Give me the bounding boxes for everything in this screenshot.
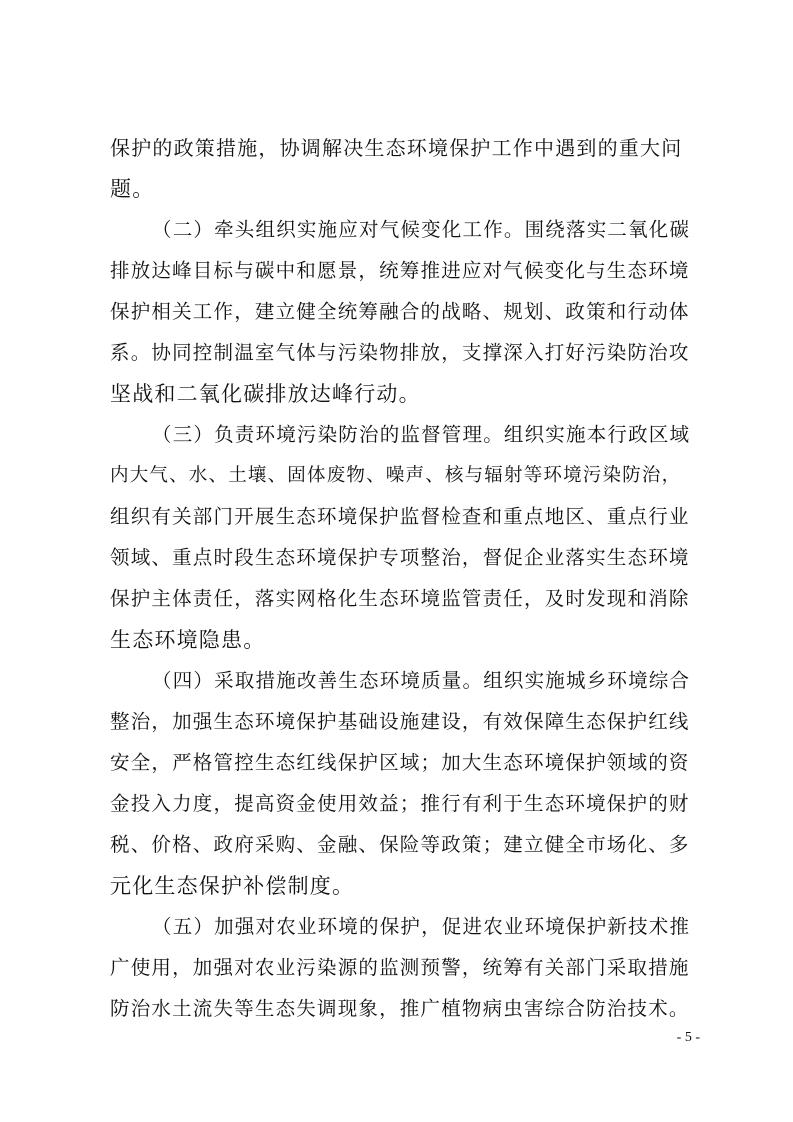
text-line: 题。 <box>110 177 155 201</box>
text-line: 金投入力度，提高资金使用效益；推行有利于生态环境保护的财 <box>110 792 690 815</box>
text-line: 安全，严格管控生态红线保护区域；加大生态环境保护领域的资 <box>110 751 690 774</box>
text-line: 防治水土流失等生态失调现象，推广植物病虫害综合防治技术。 <box>110 997 690 1020</box>
paragraph-heading-4: （四）采取措施改善生态环境质量。组织实施城乡环境综合 <box>152 669 691 692</box>
text-line: 保护主体责任，落实网格化生态环境监管责任，及时发现和消除 <box>110 587 690 610</box>
page-number: - 5 - <box>676 1030 700 1045</box>
text-line: 内大气、水、土壤、固体废物、噪声、核与辐射等环境污染防治， <box>110 465 682 486</box>
text-line: 坚战和二氧化碳排放达峰行动。 <box>110 382 421 406</box>
text-line: 组织有关部门开展生态环境保护监督检查和重点地区、重点行业 <box>110 505 690 528</box>
paragraph-heading-5: （五）加强对农业环境的保护，促进农业环境保护新技术推 <box>152 915 691 938</box>
paragraph-heading-3: （三）负责环境污染防治的监督管理。组织实施本行政区域 <box>152 423 691 446</box>
text-line: 领域、重点时段生态环境保护专项整治，督促企业落实生态环境 <box>110 546 690 569</box>
text-line: 广使用，加强对农业污染源的监测预警，统筹有关部门采取措施 <box>110 956 690 979</box>
text-line: 整治，加强生态环境保护基础设施建设，有效保障生态保护红线 <box>110 710 690 733</box>
text-line: 保护相关工作，建立健全统筹融合的战略、规划、政策和行动体 <box>110 300 690 323</box>
text-line: 税、价格、政府采购、金融、保险等政策；建立健全市场化、多 <box>110 833 690 856</box>
text-line: 生态环境隐患。 <box>110 628 266 652</box>
text-line: 元化生态保护补偿制度。 <box>110 874 355 898</box>
paragraph-heading-2: （二）牵头组织实施应对气候变化工作。围绕落实二氧化碳 <box>152 218 691 241</box>
text-line: 排放达峰目标与碳中和愿景，统筹推进应对气候变化与生态环境 <box>110 259 690 282</box>
text-line: 保护的政策措施，协调解决生态环境保护工作中遇到的重大问 <box>110 136 683 160</box>
text-line: 系。协同控制温室气体与污染物排放，支撑深入打好污染防治攻 <box>110 341 690 364</box>
